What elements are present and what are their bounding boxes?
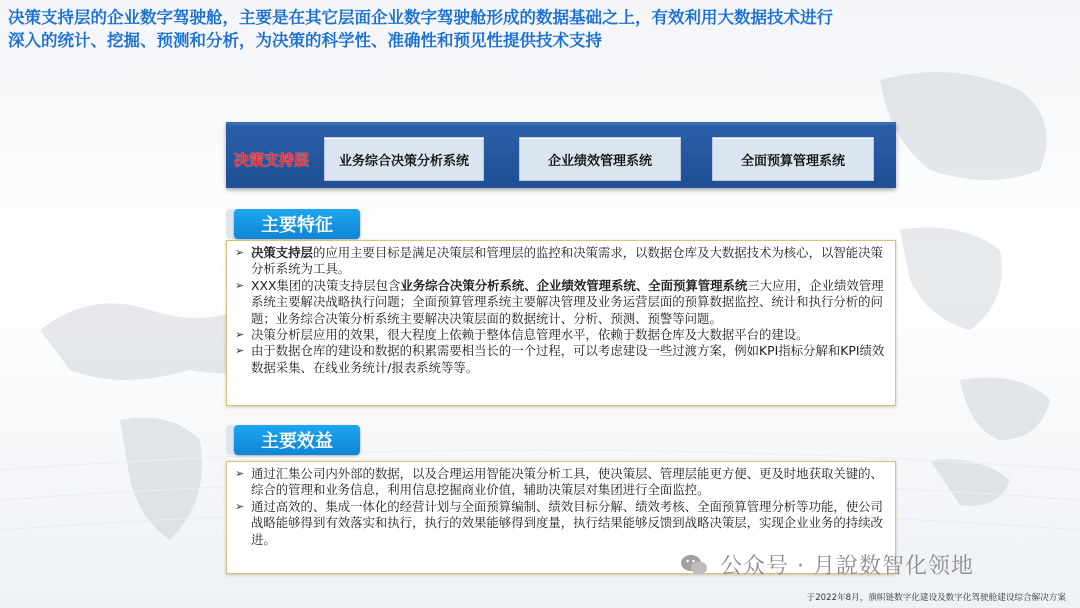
feature-4-text: 由于数据仓库的建设和数据的积累需要相当长的一个过程，可以考虑建设一些过渡方案，例如KPI指标分解和KPI绩效数据采集、在线业务统计/报表系统等等。 <box>251 343 885 375</box>
decision-layer-bar <box>226 122 896 188</box>
watermark <box>680 549 974 580</box>
system-business-decision-analysis: 业务综合决策分析系统 <box>324 137 484 181</box>
benefit-bullet-1 <box>233 466 885 499</box>
arrow-right-icon: ➢ <box>235 246 245 259</box>
feature-3-text: 决策分析层应用的效果，很大程度上依赖于整体信息管理水平，依赖于数据仓库及大数据平台的建设。 <box>251 327 809 343</box>
watermark-text: 公众号 · 月說数智化领地 <box>720 554 974 579</box>
feature-2-bold: 业务综合决策分析系统、企业绩效管理系统、全面预算管理系统 <box>400 277 748 293</box>
arrow-right-icon: ➢ <box>235 328 245 342</box>
features-box <box>226 240 896 406</box>
footer-note: 于2022年8月，旗帜链数字化建设及数字化驾驶舱建设综合解决方案 <box>806 593 1066 603</box>
system-budget-management: 全面预算管理系统 <box>712 137 874 181</box>
benefit-2-text: 通过高效的、集成一体化的经营计划与全面预算编制、绩效目标分解、绩效考核、全面预算管理分析等功能，使公司战略能够得到有效落实和执行，执行的效果能够得到度量，执行结果能够反馈到战略决策层，实现企业业务的持续改进。 <box>251 498 883 547</box>
title-line-1: 决策支持层的企业数字驾驶舱，主要是在其它层面企业数字驾驶舱形成的数据基础之上，有效利用大数据技术进行 <box>8 8 833 27</box>
feature-1-bold: 决策支持层 <box>251 245 313 260</box>
feature-2-pre: XXX集团的决策支持层包含 <box>251 277 401 293</box>
feature-2-post: 三大应用，企业绩效管理系统主要解决战略执行问题；全面预算管理系统主要解决管理及业务运营层面的预算数据监控、统计和执行分析的问题；业务综合决策分析系统主要解决决策层面的数据统计、分析、预测、预警等问题。 <box>251 277 884 326</box>
arrow-right-icon: ➢ <box>235 499 245 513</box>
feature-bullet-3 <box>233 327 885 343</box>
wechat-icon <box>680 554 708 576</box>
feature-bullet-1 <box>233 245 885 278</box>
arrow-right-icon: ➢ <box>235 344 245 358</box>
features-heading: 主要特征 <box>234 209 360 239</box>
benefit-1-text: 通过汇集公司内外部的数据，以及合理运用智能决策分析工具，使决策层、管理层能更方便、更及时地获取关键的、综合的管理和业务信息，利用信息挖掘商业价值，辅助决策层对集团进行全面监控。 <box>251 466 883 498</box>
layer-label: 决策支持层 <box>234 151 310 169</box>
feature-bullet-2 <box>233 278 885 327</box>
page-title <box>8 6 1068 52</box>
system-performance-management: 企业绩效管理系统 <box>519 137 681 181</box>
arrow-right-icon: ➢ <box>235 278 245 292</box>
title-line-2: 深入的统计、挖掘、预测和分析，为决策的科学性、准确性和预见性提供技术支持 <box>8 31 602 50</box>
arrow-right-icon: ➢ <box>235 467 245 480</box>
benefit-bullet-2 <box>233 499 885 548</box>
feature-1-text: 的应用主要目标是满足决策层和管理层的监控和决策需求，以数据仓库及大数据技术为核心，以智能决策分析系统为工具。 <box>251 245 883 277</box>
benefits-heading: 主要效益 <box>234 425 360 455</box>
feature-bullet-4 <box>233 343 885 376</box>
